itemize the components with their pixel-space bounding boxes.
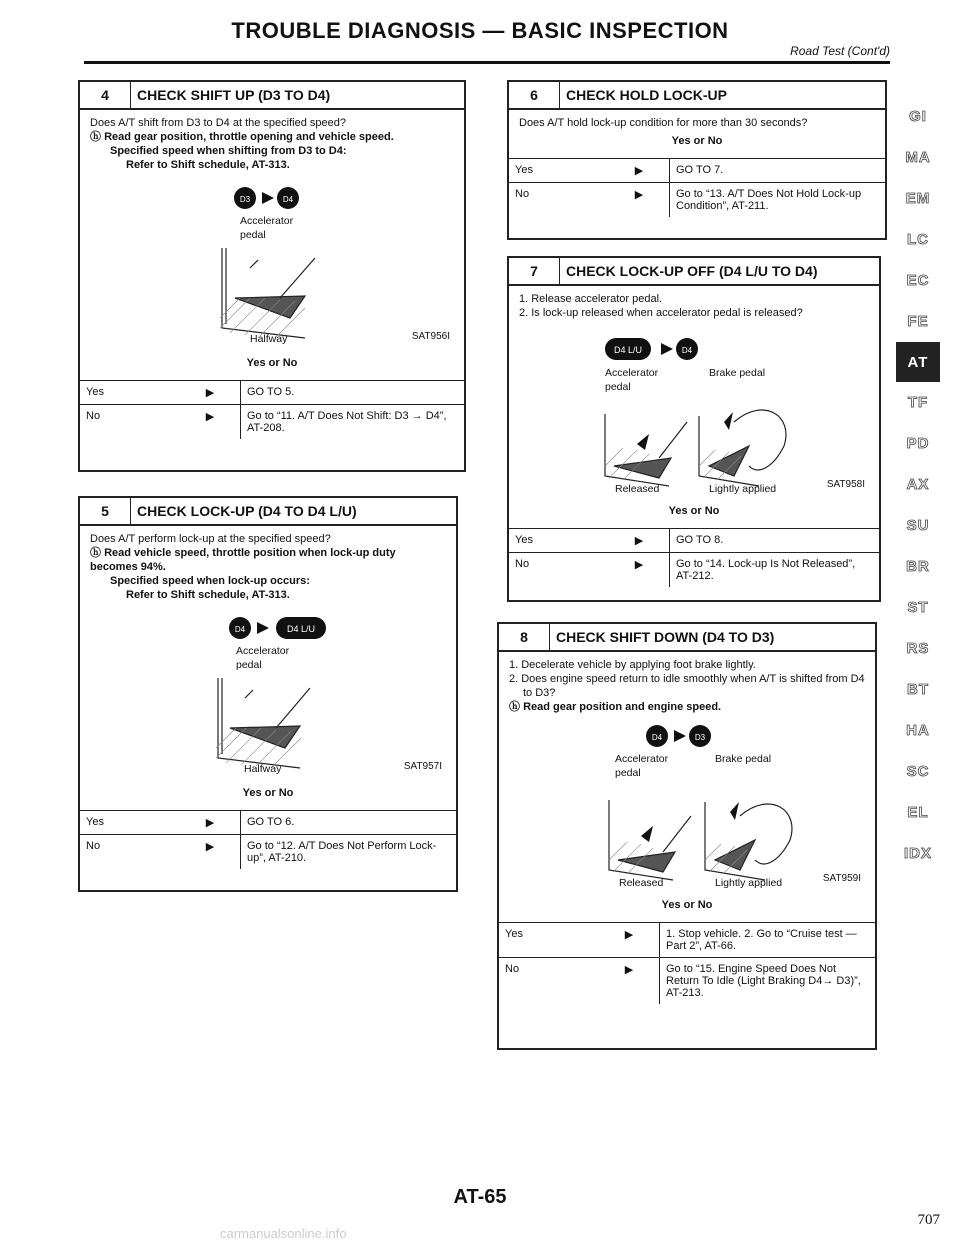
figure-label: Halfway — [244, 763, 282, 775]
answer-label: No — [80, 405, 180, 440]
step-title: CHECK SHIFT DOWN (D4 TO D3) — [556, 629, 775, 645]
table-row — [499, 923, 875, 958]
check-box-5 — [78, 496, 458, 892]
accelerator-pedal-illustration — [90, 178, 456, 348]
answer-label: Yes — [509, 529, 609, 553]
answer-table — [499, 922, 875, 1004]
step-line: 1. Decelerate vehicle by applying foot brake lightly. — [509, 659, 756, 671]
page-number: 707 — [917, 1212, 940, 1228]
answer-label: Yes — [499, 923, 599, 958]
answer-label: No — [80, 835, 180, 870]
step-number: 8 — [499, 624, 550, 650]
figure-label: Accelerator pedal — [605, 367, 659, 393]
svg-text:D3: D3 — [239, 195, 251, 204]
yes-or-no: Yes or No — [246, 357, 298, 369]
pedals-illustration — [509, 720, 867, 890]
answer-result: Go to “13. A/T Does Not Hold Lock-up Condition”, AT-211. — [670, 183, 886, 218]
section-tab-ax[interactable]: AX — [906, 476, 930, 493]
figure-label: Lightly applied — [709, 483, 777, 495]
figure-label: Released — [619, 877, 664, 889]
table-row — [80, 811, 456, 835]
section-tab-rs[interactable]: RS — [906, 640, 930, 657]
arrow-icon: ▶ — [609, 159, 670, 183]
arrow-icon: ▶ — [609, 553, 670, 588]
arrow-icon: ▶ — [609, 183, 670, 218]
check-box-8 — [497, 622, 877, 1050]
check-box-6 — [507, 80, 887, 240]
step-number: 7 — [509, 258, 560, 284]
spec-line: Specified speed when shifting from D3 to D4: — [110, 145, 347, 157]
section-tab-fe[interactable]: FE — [907, 313, 929, 330]
figure-label: Halfway — [250, 333, 288, 345]
pedals-illustration — [519, 326, 871, 496]
arrow-icon: ▶ — [180, 811, 241, 835]
svg-text:D4: D4 — [282, 195, 294, 204]
section-tab-ma[interactable]: MA — [905, 149, 931, 166]
table-row — [80, 405, 464, 440]
section-tab-br[interactable]: BR — [906, 558, 930, 575]
answer-result: Go to “11. A/T Does Not Shift: D3 → D4”, AT-208. — [241, 405, 465, 440]
figure-code: SAT958I — [826, 479, 865, 490]
answer-label: Yes — [509, 159, 609, 183]
meter-icon: ⓗ — [509, 701, 524, 713]
arrow-icon: ▶ — [180, 405, 241, 440]
yes-or-no: Yes or No — [242, 787, 294, 799]
answer-result: Go to “15. Engine Speed Does Not Return To Idle (Light Braking D4→ D3)”, AT-213. — [660, 958, 876, 1005]
spec-ref: Refer to Shift schedule, AT-313. — [126, 159, 290, 171]
section-tab-lc[interactable]: LC — [907, 231, 929, 248]
spec-ref: Refer to Shift schedule, AT-313. — [126, 589, 290, 601]
svg-text:D3: D3 — [694, 733, 706, 742]
answer-result: Go to “14. Lock-up Is Not Released”, AT-212. — [670, 553, 880, 588]
figure-label: Accelerator pedal — [240, 215, 294, 241]
spec-line: Specified speed when lock-up occurs: — [110, 575, 310, 587]
section-tab-em[interactable]: EM — [905, 190, 931, 207]
pedal-figure — [509, 720, 865, 890]
step-title: CHECK LOCK-UP OFF (D4 L/U TO D4) — [566, 263, 818, 279]
answer-label: No — [499, 958, 599, 1005]
pedal-figure — [90, 178, 454, 348]
table-row — [80, 835, 456, 870]
answer-table — [80, 810, 456, 869]
answer-table — [509, 158, 885, 217]
figure-code: SAT959I — [822, 873, 861, 884]
watermark: carmanualsonline.info — [220, 1226, 347, 1241]
figure-label: Brake pedal — [715, 753, 772, 765]
section-tab-el[interactable]: EL — [907, 804, 929, 821]
step-line: 1. Release accelerator pedal. — [519, 293, 663, 305]
section-tab-idx[interactable]: IDX — [903, 845, 932, 862]
yes-or-no: Yes or No — [671, 135, 723, 147]
table-row — [509, 529, 879, 553]
meter-icon: ⓗ — [90, 131, 105, 143]
section-tab-su[interactable]: SU — [906, 517, 930, 534]
question: Does A/T hold lock-up condition for more than 30 seconds? — [519, 117, 808, 129]
table-row — [509, 159, 885, 183]
section-tab-bt[interactable]: BT — [907, 681, 929, 698]
svg-text:D4: D4 — [651, 733, 663, 742]
section-tab-gi[interactable]: GI — [909, 108, 927, 125]
yes-or-no: Yes or No — [668, 505, 720, 517]
answer-result: Go to “12. A/T Does Not Perform Lock-up”, AT-210. — [241, 835, 457, 870]
instruction: ⓗ Read gear position and engine speed. — [509, 701, 722, 713]
check-box-7 — [507, 256, 881, 602]
step-title: CHECK SHIFT UP (D3 TO D4) — [137, 87, 331, 103]
meter-icon: ⓗ — [90, 547, 105, 559]
step-line: 2. Does engine speed return to idle smoothly when A/T is shifted from D4 to D3? — [509, 673, 865, 699]
step-title: CHECK HOLD LOCK-UP — [566, 87, 727, 103]
answer-result: GO TO 7. — [670, 159, 886, 183]
figure-label: Accelerator pedal — [615, 753, 669, 779]
svg-text:D4: D4 — [681, 346, 693, 355]
arrow-icon: ▶ — [180, 381, 241, 405]
page-code: AT-65 — [453, 1186, 507, 1208]
section-tab-ha[interactable]: HA — [906, 722, 930, 739]
figure-label: Accelerator pedal — [236, 645, 290, 671]
step-line: 2. Is lock-up released when accelerator pedal is released? — [519, 307, 803, 319]
answer-result: GO TO 6. — [241, 811, 457, 835]
table-row — [509, 553, 879, 588]
answer-result: 1. Stop vehicle. 2. Go to “Cruise test — Part 2”, AT-66. — [660, 923, 876, 958]
arrow-icon: ▶ — [599, 923, 660, 958]
figure-label: Brake pedal — [709, 367, 766, 379]
figure-code: SAT956I — [411, 331, 450, 342]
figure-label: Lightly applied — [715, 877, 783, 889]
answer-label: Yes — [80, 381, 180, 405]
section-tab-sc[interactable]: SC — [906, 763, 930, 780]
header-rule — [84, 61, 890, 64]
section-tab-at[interactable]: AT — [896, 342, 940, 382]
table-row — [499, 958, 875, 1005]
section-index-tabs — [888, 96, 948, 874]
section-tab-tf[interactable]: TF — [907, 394, 929, 411]
answer-label: No — [509, 553, 609, 588]
question: Does A/T perform lock-up at the specified speed? — [90, 533, 331, 545]
answer-table — [80, 380, 464, 439]
table-row — [80, 381, 464, 405]
page-subtitle: Road Test (Cont'd) — [790, 44, 890, 58]
question: Does A/T shift from D3 to D4 at the specified speed? — [90, 117, 346, 129]
step-title: CHECK LOCK-UP (D4 TO D4 L/U) — [137, 503, 357, 519]
svg-text:D4 L/U: D4 L/U — [613, 345, 643, 355]
arrow-icon: ▶ — [609, 529, 670, 553]
pedal-figure — [519, 326, 869, 496]
step-number: 5 — [80, 498, 131, 524]
svg-text:D4: D4 — [234, 625, 246, 634]
answer-result: GO TO 5. — [241, 381, 465, 405]
instruction: ⓗ Read vehicle speed, throttle position when lock-up duty becomes 94%. — [90, 547, 396, 573]
svg-text:D4 L/U: D4 L/U — [286, 624, 316, 634]
check-box-4 — [78, 80, 466, 472]
pedal-figure — [90, 608, 446, 778]
step-number: 4 — [80, 82, 131, 108]
section-tab-pd[interactable]: PD — [906, 435, 930, 452]
figure-label: Released — [615, 483, 660, 495]
section-tab-ec[interactable]: EC — [906, 272, 930, 289]
arrow-icon: ▶ — [599, 958, 660, 1005]
answer-result: GO TO 8. — [670, 529, 880, 553]
arrow-icon: ▶ — [180, 835, 241, 870]
table-row — [509, 183, 885, 218]
answer-table — [509, 528, 879, 587]
yes-or-no: Yes or No — [661, 899, 713, 911]
page-title: TROUBLE DIAGNOSIS — BASIC INSPECTION — [231, 18, 729, 43]
accelerator-pedal-illustration — [90, 608, 448, 778]
answer-label: Yes — [80, 811, 180, 835]
section-tab-st[interactable]: ST — [907, 599, 929, 616]
figure-code: SAT957I — [403, 761, 442, 772]
answer-label: No — [509, 183, 609, 218]
instruction: ⓗ Read gear position, throttle opening and vehicle speed. — [90, 131, 394, 143]
step-number: 6 — [509, 82, 560, 108]
